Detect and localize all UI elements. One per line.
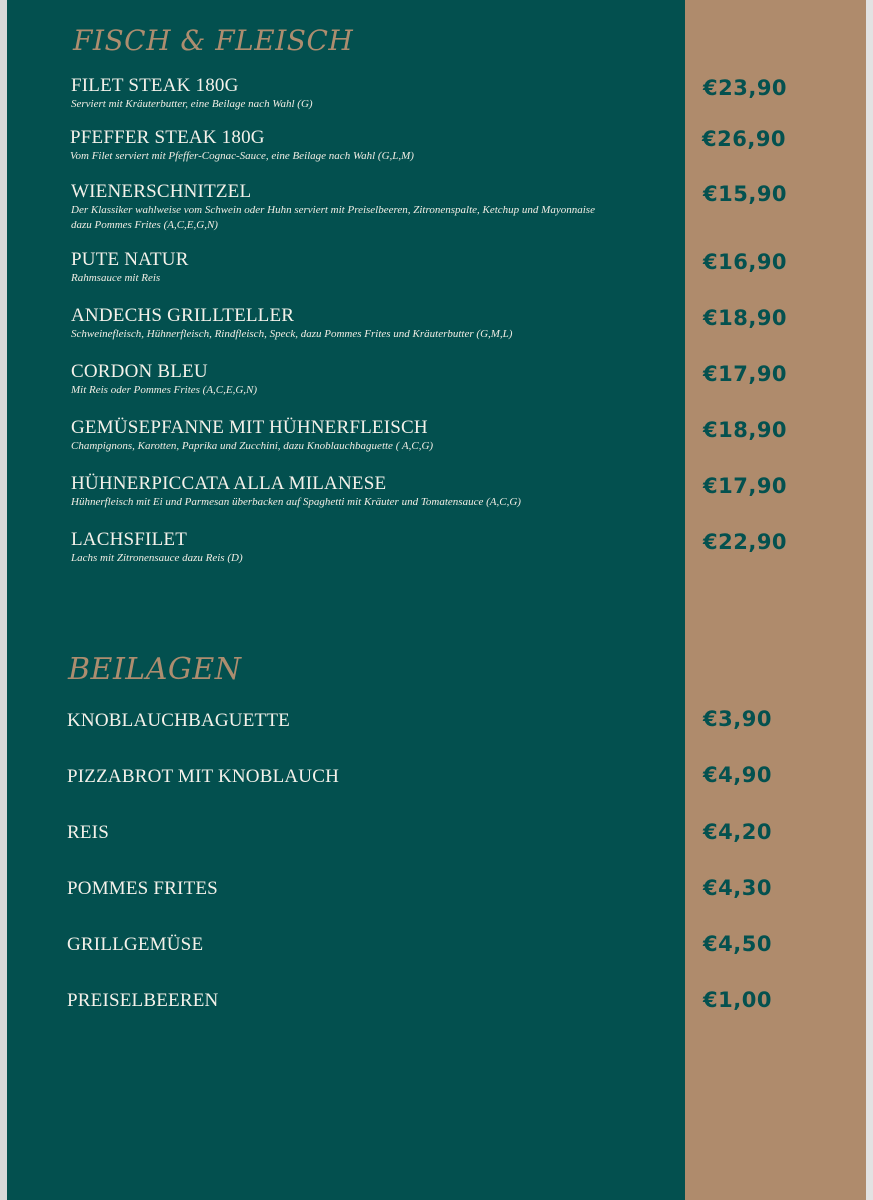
item-name: KNOBLAUCHBAGUETTE [67,710,290,731]
item-price: €17,90 [703,362,788,386]
item-description: Schweinefleisch, Hühnerfleisch, Rindfleisch, Speck, dazu Pommes Frites und Kräuterbutter (G,M,L) [71,328,513,340]
item-description: Lachs mit Zitronensauce dazu Reis (D) [71,552,243,564]
item-price: €18,90 [703,418,788,442]
page-right-edge [866,0,873,1200]
item-name: CORDON BLEU [71,361,208,382]
item-price: €22,90 [703,530,788,554]
item-price: €23,90 [703,76,788,100]
item-name: POMMES FRITES [67,878,218,899]
item-description: Vom Filet serviert mit Pfeffer-Cognac-Sauce, eine Beilage nach Wahl (G,L,M) [70,150,414,162]
item-price: €3,90 [703,707,772,731]
item-price: €17,90 [703,474,788,498]
item-name: WIENERSCHNITZEL [71,181,252,202]
page-left-edge [0,0,7,1200]
item-description: Hühnerfleisch mit Ei und Parmesan überbacken auf Spaghetti mit Kräuter und Tomatensauce (A,C,G) [71,496,521,508]
item-description: Rahmsauce mit Reis [71,272,161,284]
item-description: Mit Reis oder Pommes Frites (A,C,E,G,N) [71,384,258,396]
price-column [685,0,866,1200]
item-description: Serviert mit Kräuterbutter, eine Beilage nach Wahl (G) [71,98,313,110]
item-name: FILET STEAK 180G [71,75,239,96]
item-name: PUTE NATUR [71,249,189,270]
item-name: GRILLGEMÜSE [67,934,204,955]
section-title-fisch-fleisch: FISCH & FLEISCH [73,24,354,57]
item-name: ANDECHS GRILLTELLER [71,305,295,326]
item-price: €26,90 [702,127,787,151]
item-description: Der Klassiker wahlweise vom Schwein oder Huhn serviert mit Preiselbeeren, Zitronenspalte, Ketchup und Mayonnaise dazu Pommes Frites (A,C,E,G,N) [71,204,595,231]
item-name: PREISELBEEREN [67,990,219,1011]
item-name: PIZZABROT MIT KNOBLAUCH [67,766,340,787]
item-price: €1,00 [703,988,772,1012]
item-price: €4,90 [703,763,772,787]
item-price: €4,20 [703,820,772,844]
item-price: €15,90 [703,182,788,206]
item-price: €16,90 [703,250,788,274]
menu-page [7,0,866,1200]
item-name: LACHSFILET [71,529,187,550]
item-price: €4,30 [703,876,772,900]
item-price: €18,90 [703,306,788,330]
item-name: REIS [67,822,109,843]
item-name: HÜHNERPICCATA ALLA MILANESE [71,473,387,494]
section-title-beilagen: BEILAGEN [68,652,242,687]
item-description: Champignons, Karotten, Paprika und Zucchini, dazu Knoblauchbaguette ( A,C,G) [71,440,434,452]
item-price: €4,50 [703,932,772,956]
item-name: GEMÜSEPFANNE MIT HÜHNERFLEISCH [71,417,428,438]
item-name: PFEFFER STEAK 180G [70,127,265,148]
